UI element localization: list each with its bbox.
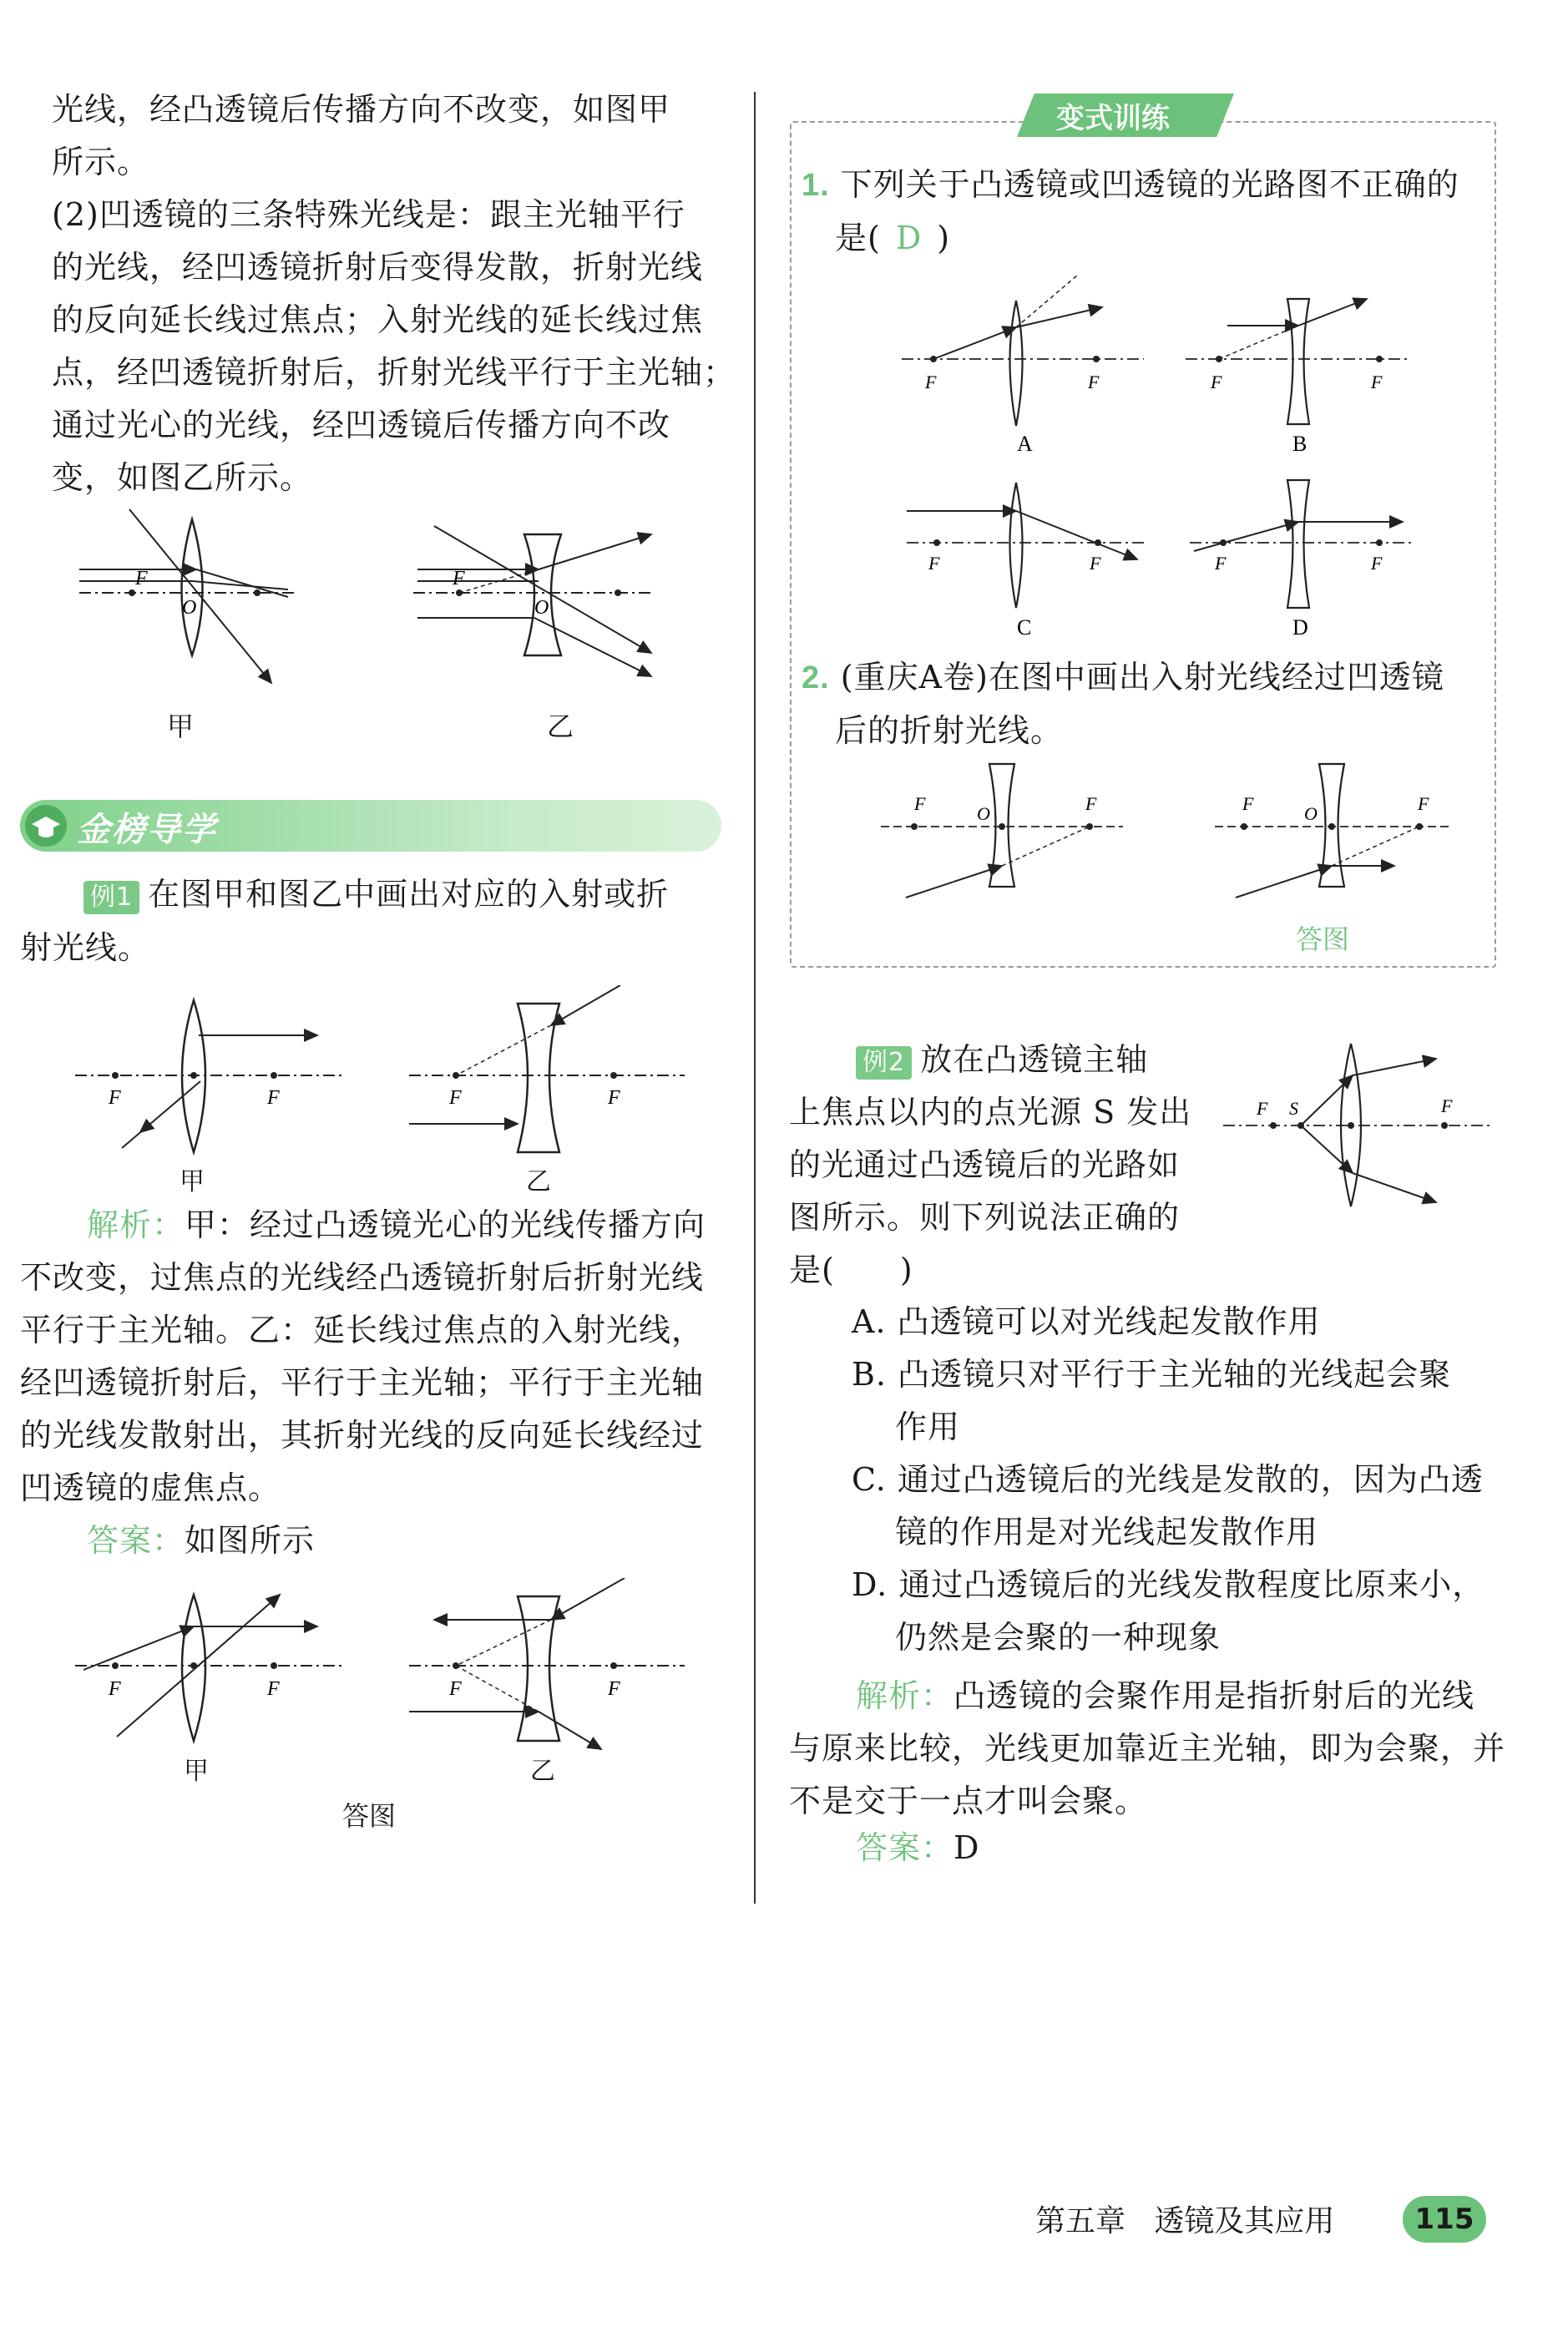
q1-diagrams <box>893 267 1419 643</box>
svg-text:F: F <box>267 1678 280 1700</box>
svg-text:F: F <box>449 1678 462 1700</box>
example1-line2: 射光线。 <box>20 929 151 966</box>
svg-text:F: F <box>928 553 940 574</box>
example2-options: A. 凸透镜可以对光线起发散作用 B. 凸透镜只对平行于主光轴的光线起会聚 作用 C. 通过凸透镜后的光线是发散的，因为凸透 镜的作用是对光线起发散作用 D. 通过凸透镜后的光线发散程度比原来小， 仍然是会聚的一种现象 <box>852 1296 1485 1664</box>
label-f: F <box>135 568 148 589</box>
svg-text:F: F <box>925 372 937 392</box>
svg-text:O: O <box>1304 803 1318 824</box>
svg-text:F: F <box>1215 553 1227 574</box>
option-b: B. 凸透镜只对平行于主光轴的光线起会聚 <box>852 1356 1452 1393</box>
svg-text:F: F <box>608 1087 620 1109</box>
svg-text:C: C <box>1017 615 1032 640</box>
svg-text:F: F <box>1371 372 1383 392</box>
left-answer: 答案：如图所示 <box>87 1522 316 1559</box>
answer-figure-left <box>67 1578 701 1787</box>
option-c: C. 通过凸透镜后的光线是发散的，因为凸透 <box>852 1461 1484 1498</box>
svg-text:O: O <box>977 803 990 824</box>
svg-text:D: D <box>1292 615 1308 640</box>
svg-text:F: F <box>449 1087 462 1109</box>
example2-figure <box>1219 1035 1495 1219</box>
svg-text:F: F <box>608 1678 620 1700</box>
q2-text: 2. (重庆A卷)在图中画出入射光线经过凹透镜 后的折射光线。 <box>802 659 1444 749</box>
left-analysis: 解析：甲：经过凸透镜光心的光线传播方向 不改变，过焦点的光线经凸透镜折射后折射光线 平行于主光轴。乙：延长线过焦点的入射光线， 经凹透镜折射后，平行于主光轴；平行于主光轴 的光线发散射出，其折射光线的反向延长线经过 凹透镜的虚焦点。 <box>20 1206 706 1506</box>
variation-header: 变式训练 <box>1056 102 1170 135</box>
svg-text:F: F <box>109 1678 121 1700</box>
q2-answer-caption: 答图 <box>1296 923 1350 955</box>
ans-caption-jia: 甲 <box>184 1757 209 1786</box>
left-para2: (2)凹透镜的三条特殊光线是：跟主光轴平行 的光线，经凹透镜折射后变得发散，折射光线 的反向延长线过焦点；入射光线的延长线过焦 点，经凹透镜折射后，折射光线平行于主光轴； 通过光心的光线，经凹透镜后传播方向不改 变，如图乙所示。 <box>52 196 736 496</box>
svg-text:F: F <box>1418 793 1429 814</box>
svg-text:F: F <box>1090 553 1101 574</box>
svg-text:F: F <box>1257 1098 1268 1119</box>
ans-caption-yi: 乙 <box>530 1757 555 1786</box>
q2-diagrams <box>877 760 1461 927</box>
right-analysis: 解析：凸透镜的会聚作用是指折射后的光线 与原来比较，光线更加靠近主光轴，即为会聚，并 不是交于一点才叫会聚。 <box>789 1677 1506 1819</box>
column-divider <box>754 92 756 1904</box>
example2-text: 例2 放在凸透镜主轴 上焦点以内的点光源 S 发出 的光通过凸透镜后的光路如 图所示。则下列说法正确的 是( ) <box>789 1041 1192 1288</box>
example1-line1: 例1 在图甲和图乙中画出对应的入射或折 <box>83 868 669 921</box>
right-answer: 答案：D <box>856 1829 980 1866</box>
caption-yi: 乙 <box>547 711 574 742</box>
ex1-caption-yi: 乙 <box>526 1167 551 1196</box>
svg-text:F: F <box>1088 372 1100 392</box>
svg-text:F: F <box>1371 553 1383 574</box>
left-para1: 光线，经凸透镜后传播方向不改变，如图甲 所示。 <box>52 91 671 180</box>
svg-text:F: F <box>453 568 465 589</box>
left-answer-figure-caption: 答图 <box>342 1800 397 1832</box>
figure-special-rays <box>67 501 685 751</box>
example1-figure <box>67 985 701 1194</box>
svg-text:F: F <box>1211 372 1222 392</box>
option-d: D. 通过凸透镜后的光线发散程度比原来小， <box>852 1566 1485 1603</box>
page-number: 115 <box>1403 2196 1486 2243</box>
svg-text:B: B <box>1292 432 1308 456</box>
svg-text:O: O <box>534 597 549 619</box>
svg-text:F: F <box>1085 793 1097 814</box>
example2-badge: 例2 <box>856 1046 912 1080</box>
svg-text:A: A <box>1017 432 1033 456</box>
ex1-caption-jia: 甲 <box>180 1167 205 1196</box>
svg-text:O: O <box>182 597 197 619</box>
q1-text: 1. 下列关于凸透镜或凹透镜的光路图不正确的 是( D ) <box>802 166 1459 256</box>
option-a: A. 凸透镜可以对光线起发散作用 <box>852 1303 1321 1340</box>
graduation-cap-icon <box>23 803 68 848</box>
section-title: 金榜导学 <box>77 811 217 849</box>
caption-jia: 甲 <box>167 711 195 742</box>
footer-chapter: 第五章 透镜及其应用 <box>1035 2204 1335 2238</box>
svg-text:F: F <box>1242 793 1254 814</box>
svg-text:F: F <box>914 793 926 814</box>
example1-badge: 例1 <box>83 881 139 914</box>
svg-text:F: F <box>267 1087 280 1109</box>
svg-text:S: S <box>1289 1098 1298 1119</box>
svg-text:F: F <box>109 1087 121 1109</box>
svg-text:F: F <box>1441 1095 1453 1116</box>
